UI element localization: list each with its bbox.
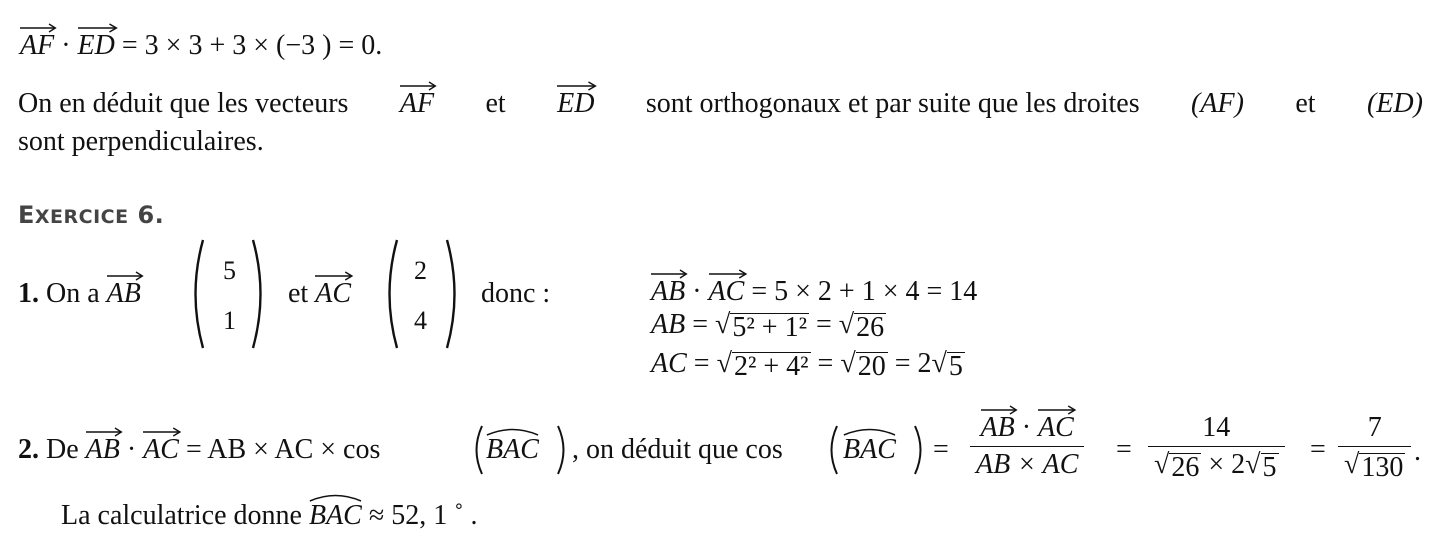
equals-sign-2: =: [1116, 434, 1132, 465]
fraction-7-numerator: 7: [1367, 412, 1382, 443]
vector-ab-frac: AB: [981, 414, 1015, 442]
conclusion-paragraph-line1: [18, 90, 1423, 118]
vector-ed-2: ED: [557, 90, 594, 118]
sqrt-26: √ 26: [838, 309, 885, 343]
vector-ab-r1: AB: [651, 278, 685, 306]
calculator-line: [61, 502, 478, 530]
conclusion-paragraph-line2: sont perpendiculaires.: [18, 126, 264, 157]
question-number-2: 2.: [18, 434, 39, 465]
q1-result-line3: AC = √ 2² + 4² = √ 20 = 2 √ 5: [651, 348, 963, 382]
length-ac: AC: [651, 348, 687, 379]
q1-donc: donc :: [481, 278, 551, 309]
line-ed: (ED): [1366, 88, 1423, 119]
sqrt-5: √ 5: [931, 348, 963, 382]
final-period: .: [1414, 436, 1421, 467]
q1-result-line2: AB = √ 5² + 1² = √ 26: [651, 309, 885, 343]
vector-ac: AC: [315, 280, 351, 308]
scalar-product-line: [20, 32, 382, 60]
column-vector-ac: [380, 238, 464, 350]
para-text-3: sont orthogonaux et par suite que les droites: [645, 88, 1140, 119]
q2-text-1: De: [46, 434, 79, 465]
dot-operator: ·: [692, 276, 702, 307]
dot-operator: ·: [61, 30, 71, 61]
vector-ac-r1: AC: [709, 278, 745, 306]
question-number-1: 1.: [18, 278, 39, 309]
fraction-denominator: AB × AC: [970, 446, 1084, 479]
q2-formula: = AB × AC × cos: [185, 434, 381, 465]
fraction-14-denominator: √ 26 × 2 √ 5: [1148, 446, 1285, 482]
vector-ac-frac: AC: [1038, 414, 1074, 442]
q1-text-1: On a: [46, 278, 100, 309]
matrix-ac-x: 2: [414, 256, 427, 285]
dot-product-result: = 5 × 2 + 1 × 4 = 14: [751, 276, 978, 307]
sqrt-ac: √ 2² + 4²: [716, 348, 809, 382]
q2-deduction: , on déduit que cos: [572, 434, 783, 465]
q1-text-2: et: [288, 278, 309, 309]
matrix-ab-x: 5: [223, 256, 236, 285]
angle-value: ≈ 52, 1 ˚ .: [368, 500, 478, 531]
length-ab: AB: [651, 309, 686, 340]
fraction-14-numerator: 14: [1202, 412, 1231, 443]
equals-sign-3: =: [1310, 434, 1326, 465]
matrix-ab-y: 1: [223, 306, 236, 335]
calculator-text: La calculatrice donne: [61, 500, 302, 531]
vector-ed: ED: [78, 32, 115, 60]
equation-rest: = 3 × 3 + 3 × (−3 ) = 0.: [121, 30, 383, 61]
fraction-14: [1148, 414, 1285, 482]
vector-af-2: AF: [400, 90, 434, 118]
vector-ac-q2: AC: [143, 436, 179, 464]
sqrt-20: √ 20: [840, 348, 886, 382]
vector-af: AF: [20, 32, 54, 60]
vector-ab-q2: AB: [86, 436, 120, 464]
fraction-dot-over-product: AB · AC AB × AC: [970, 414, 1084, 479]
exercise-heading: EXERCICE 6.: [18, 201, 165, 229]
matrix-ac-y: 4: [414, 306, 427, 335]
equals-sign: =: [933, 434, 949, 465]
column-vector-ab: [186, 238, 270, 350]
para-text-2: et: [485, 88, 506, 119]
fraction-7: [1338, 414, 1411, 482]
q2-line: 2. De AB · AC = AB × AC × cos: [18, 436, 380, 464]
fraction-7-denominator: √ 130: [1338, 446, 1411, 482]
angle-bac-3: BAC: [309, 502, 362, 530]
line-af: (AF): [1191, 88, 1244, 119]
para-text-1: On en déduit que les vecteurs: [18, 88, 349, 119]
para-text-4: et: [1295, 88, 1316, 119]
vector-ab: AB: [107, 280, 141, 308]
q1-middle: [288, 280, 351, 308]
sqrt-ab: √ 5² + 1²: [715, 309, 807, 343]
q1-intro: [18, 280, 141, 308]
q1-result-line1: [651, 278, 977, 306]
